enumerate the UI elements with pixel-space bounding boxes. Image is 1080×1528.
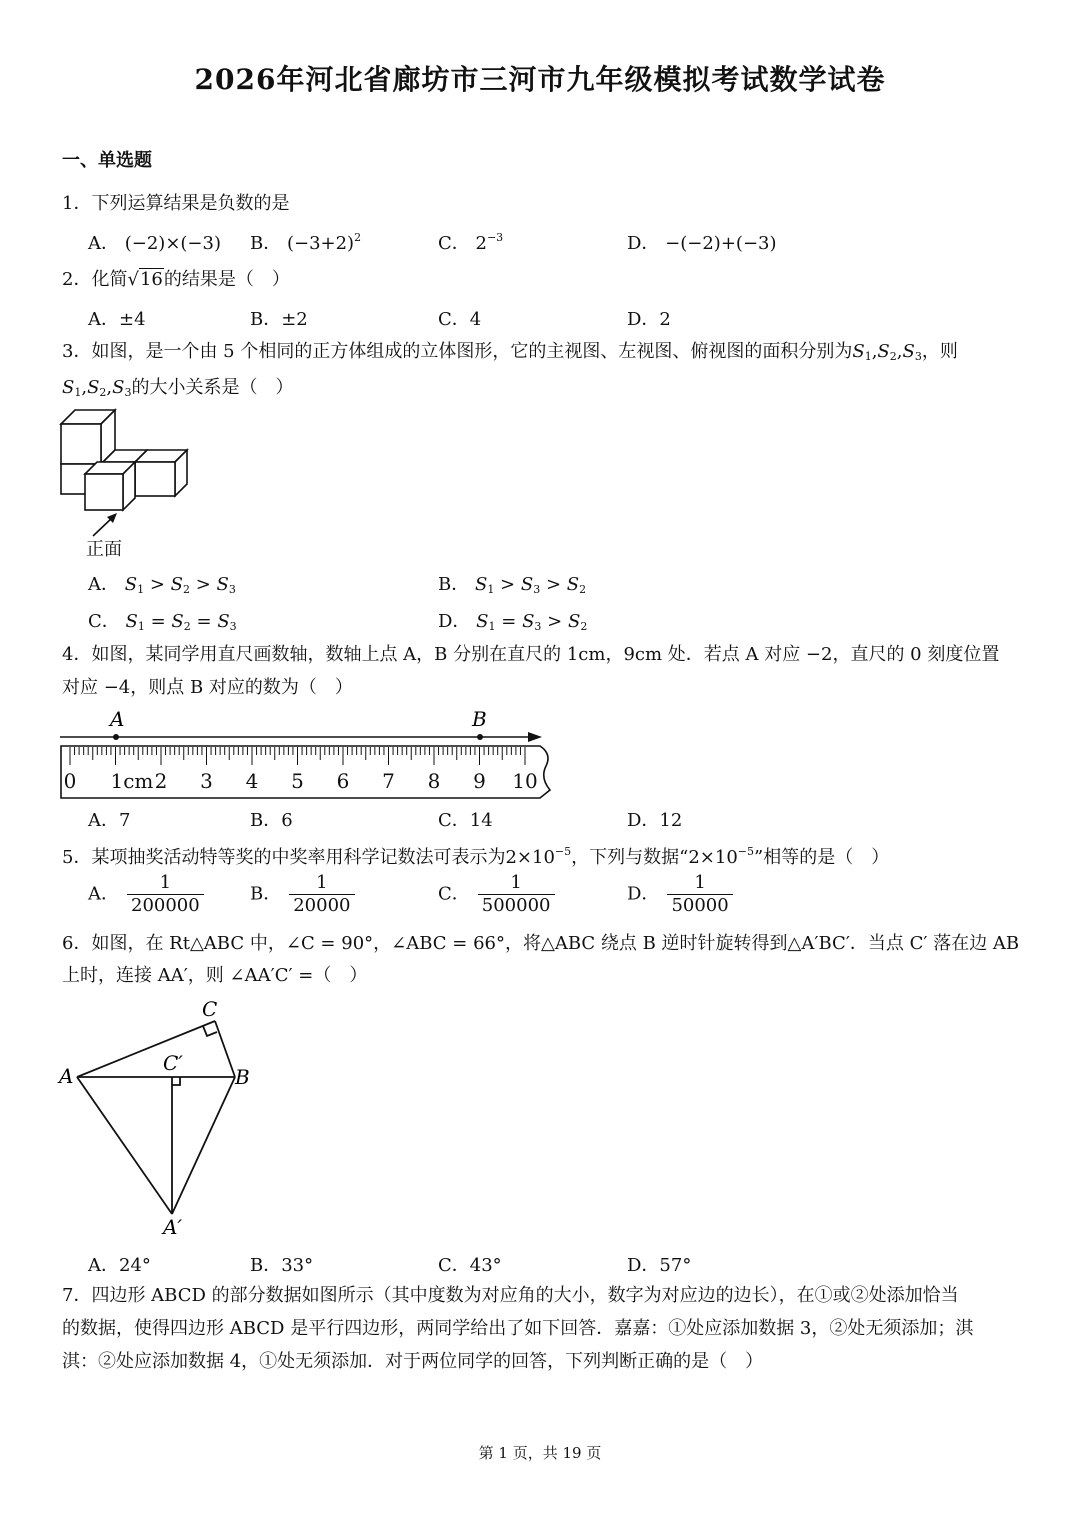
q5-stem: 5．某项抽奖活动特等奖的中奖率用科学记数法可表示为$2\times 10^{-5}$，下列与数据“$2\times 10^{-5}$”相等的是（ ） [62, 845, 890, 868]
q1-stem: 1．下列运算结果是负数的是 [62, 193, 290, 214]
ruler-figure [58, 704, 558, 802]
vertex-a-label: A [59, 1064, 74, 1088]
q5-option-c: C． $\frac{1}{500000}$ [438, 872, 555, 917]
q4-option-c: C．14 [438, 810, 493, 831]
q2-stem: 2．化简√16的结果是（ ） [62, 269, 290, 290]
point-a-label: A [110, 707, 125, 731]
q1-option-a: A． (−2)×(−3) [88, 233, 221, 254]
point-a-dot [113, 734, 119, 740]
q4-option-d: D．12 [627, 810, 683, 831]
q6-option-b: B．33° [250, 1255, 314, 1276]
q6-option-a: A．24° [88, 1255, 151, 1276]
q3-option-a: A． $S_1 > S_2 > S_3$ [88, 574, 236, 596]
front-view-label: 正面 [86, 539, 122, 560]
number-line-arrow [528, 732, 542, 742]
cube-front-face [61, 424, 101, 464]
q2-option-b: B．±2 [250, 309, 308, 330]
vertex-c-label: C [202, 997, 218, 1021]
q3-option-b: B． $S_1 > S_3 > S_2$ [438, 574, 587, 596]
ruler-label: 7 [382, 769, 395, 793]
q4-stem-line1: 4．如图，某同学用直尺画数轴，数轴上点 A，B 分别在直尺的 1cm，9cm 处．若点 A 对应 −2，直尺的 0 刻度位置 [62, 644, 1000, 665]
q3-stem-line1: 3．如图，是一个由 5 个相同的正方体组成的立体图形，它的主视图、左视图、俯视图的面积分别为$S_1,S_2,S_3$，则 [62, 341, 958, 363]
right-angle-c2 [172, 1077, 180, 1085]
q5-option-d: D． $\frac{1}{50000}$ [627, 872, 733, 917]
segment-aa2 [77, 1077, 172, 1214]
q4-option-a: A．7 [88, 810, 131, 831]
right-angle-c [203, 1026, 217, 1036]
segment-a2b [172, 1077, 235, 1214]
vertex-a-prime-label: A′ [163, 1215, 182, 1239]
q5-option-b: B． $\frac{1}{20000}$ [250, 872, 355, 917]
q7-stem-line2: 的数据，使得四边形 ABCD 是平行四边形，两同学给出了如下回答．嘉嘉：①处应添加数据 3，②处无须添加；淇 [62, 1318, 974, 1339]
segment-cb [215, 1021, 235, 1077]
q5-option-a: A． $\frac{1}{200000}$ [88, 872, 204, 917]
ruler-label: 5 [291, 769, 304, 793]
q7-stem-line3: 淇：②处应添加数据 4，①处无须添加．对于两位同学的回答，下列判断正确的是（ ） [62, 1351, 764, 1372]
ruler-label: 10 [512, 769, 538, 793]
ruler-label: 2 [154, 769, 168, 793]
q3-option-d: D． $S_1 = S_3 > S_2$ [438, 611, 588, 633]
point-b-label: B [472, 707, 487, 731]
q4-stem-line2: 对应 −4，则点 B 对应的数为（ ） [62, 677, 353, 698]
q2-option-d: D．2 [627, 309, 671, 330]
ruler-label: 0 [63, 769, 77, 793]
q7-stem-line1: 7．四边形 ABCD 的部分数据如图所示（其中度数为对应角的大小，数字为对应边的边长），在①或②处添加恰当 [62, 1285, 959, 1306]
q4-option-b: B．6 [250, 810, 293, 831]
ruler-label: 1cm [110, 769, 154, 793]
triangle-figure [55, 992, 275, 1242]
page-title: 2026年河北省廊坊市三河市九年级模拟考试数学试卷 [194, 63, 886, 96]
segment-ac [77, 1021, 215, 1077]
ruler-label: 4 [245, 769, 259, 793]
q1-option-d: D． −(−2)+(−3) [627, 233, 777, 254]
ruler-label: 6 [336, 769, 350, 793]
section-heading: 一、单选题 [62, 150, 152, 171]
vertex-c-prime-label: C′ [163, 1051, 183, 1075]
page-footer: 第 1 页，共 19 页 [478, 1444, 602, 1462]
cube-front-face [85, 474, 123, 510]
q1-option-c: C． $2^{-3}$ [438, 231, 504, 254]
ruler-label: 9 [473, 769, 486, 793]
q6-stem-line2: 上时，连接 AA′，则 ∠AA′C′ =（ ） [62, 965, 368, 986]
q3-option-c: C． $S_1 = S_2 = S_3$ [88, 611, 237, 633]
ruler-label: 8 [427, 769, 441, 793]
ruler-label: 3 [200, 769, 213, 793]
vertex-b-label: B [235, 1065, 250, 1089]
q6-option-c: C．43° [438, 1255, 502, 1276]
cube-front-face [135, 462, 175, 496]
q6-stem-line1: 6．如图，在 Rt△ABC 中，∠C = 90°，∠ABC = 66°，将△ABC 绕点 B 逆时针旋转得到△A′BC′．当点 C′ 落在边 AB [62, 933, 1020, 954]
point-b-dot [477, 734, 483, 740]
q2-option-a: A．±4 [88, 309, 146, 330]
cube-figure [55, 404, 200, 562]
q6-option-d: D．57° [627, 1255, 692, 1276]
q3-stem-line2: $S_1,S_2,S_3$的大小关系是（ ） [62, 377, 294, 399]
q2-option-c: C．4 [438, 309, 482, 330]
q1-option-b: B． $(-3+2)^2$ [250, 231, 362, 254]
